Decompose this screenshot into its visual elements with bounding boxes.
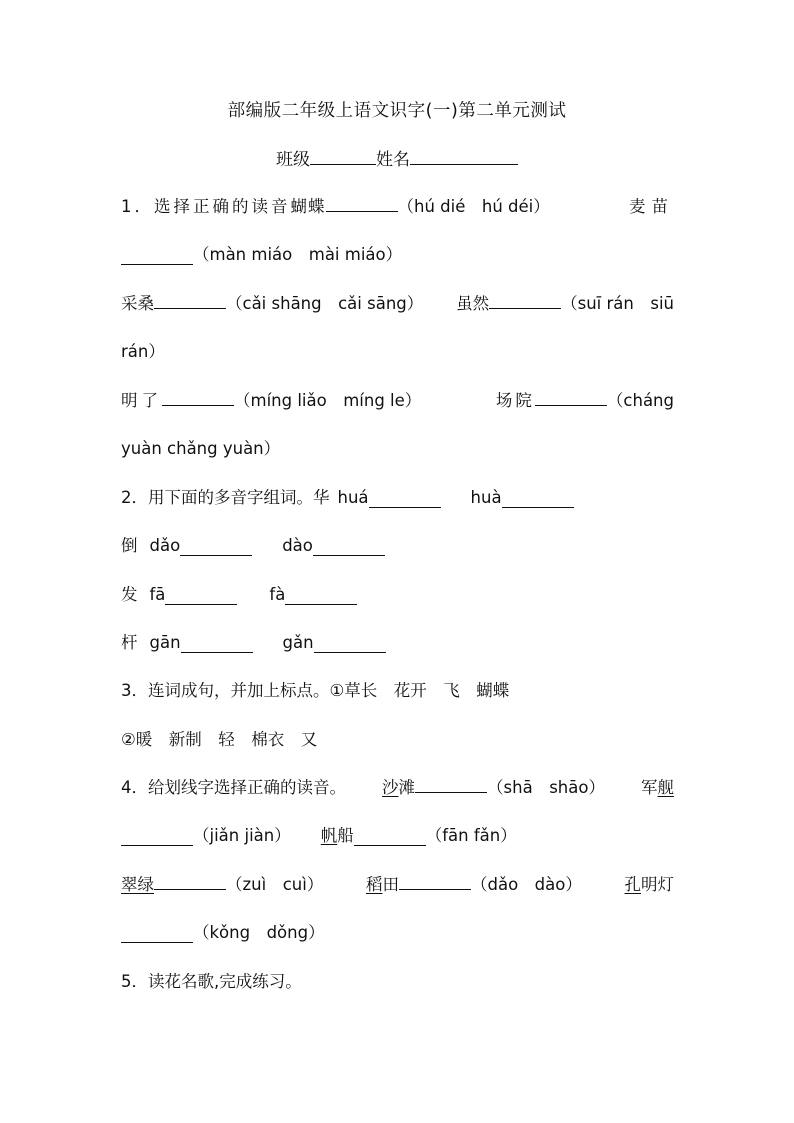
answer-blank[interactable] bbox=[313, 537, 385, 556]
q2-char: 杆 bbox=[121, 633, 138, 652]
q1-line-3 bbox=[121, 289, 674, 319]
q2-pinyin: huà bbox=[470, 488, 502, 507]
q5-line: 5．读花名歌,完成练习。 bbox=[121, 972, 302, 991]
class-blank[interactable] bbox=[310, 146, 376, 165]
q2-pinyin: fà bbox=[269, 585, 286, 604]
answer-blank[interactable] bbox=[354, 827, 426, 846]
answer-blank[interactable] bbox=[535, 387, 607, 406]
q1-line-6 bbox=[121, 434, 674, 464]
q4-options-f: （kǒng dǒng） bbox=[193, 923, 325, 942]
q4-item-b: 军舰 bbox=[641, 778, 674, 797]
q1-line-4 bbox=[121, 337, 674, 367]
q4-line-2: （jiǎn jiàn） 帆 船 （fān fǎn） bbox=[121, 821, 674, 851]
q1-line-5 bbox=[121, 386, 674, 416]
q1-options-4-cont: rán） bbox=[121, 342, 165, 361]
answer-blank[interactable] bbox=[314, 634, 386, 653]
answer-blank[interactable] bbox=[399, 871, 471, 890]
q2-line-3 bbox=[121, 580, 674, 610]
answer-blank[interactable] bbox=[121, 827, 193, 846]
answer-blank[interactable] bbox=[181, 634, 253, 653]
q4-line-3 bbox=[121, 870, 674, 900]
answer-blank[interactable] bbox=[121, 924, 193, 943]
name-blank[interactable] bbox=[410, 146, 518, 165]
q2-pinyin: gǎn bbox=[282, 633, 314, 652]
q2-pinyin: fā bbox=[149, 585, 166, 604]
q1-options-6-cont: yuàn chǎng yuàn） bbox=[121, 439, 281, 458]
q1-item-3: 采桑 （cǎi shāng cǎi sāng） bbox=[121, 289, 423, 319]
q1-line-1 bbox=[121, 192, 674, 222]
q4-lead: 4．给划线字选择正确的读音。 bbox=[121, 778, 346, 797]
q1-lead: 1．选择正确的读音蝴蝶 （hú dié hú déi） bbox=[121, 192, 550, 222]
answer-blank[interactable] bbox=[121, 246, 193, 265]
q1-word-2: 麦苗 bbox=[629, 197, 674, 216]
q2-lead: 2．用下面的多音字组词。华 bbox=[121, 488, 330, 507]
name-label: 姓名 bbox=[376, 150, 410, 170]
q1-line-2 bbox=[121, 240, 674, 270]
answer-blank[interactable] bbox=[502, 489, 574, 508]
answer-blank[interactable] bbox=[285, 586, 357, 605]
class-label: 班级 bbox=[276, 150, 310, 170]
answer-blank[interactable] bbox=[489, 290, 561, 309]
q4-item-e: 稻田 （dǎo dào） bbox=[366, 870, 582, 900]
q4-line-1 bbox=[121, 773, 674, 803]
q2-line-4 bbox=[121, 628, 674, 658]
q2-char: 倒 bbox=[121, 536, 138, 555]
answer-blank[interactable] bbox=[154, 871, 226, 890]
answer-blank[interactable] bbox=[165, 586, 237, 605]
q1-item-6: 场院 （cháng bbox=[496, 386, 674, 416]
answer-blank[interactable] bbox=[415, 774, 487, 793]
q3-line-1: 3．连词成句，并加上标点。①草长 花开 飞 蝴蝶 bbox=[121, 681, 510, 700]
q4-options-c: （fān fǎn） bbox=[425, 826, 517, 845]
answer-blank[interactable] bbox=[369, 489, 441, 508]
q2-pinyin: gān bbox=[149, 633, 181, 652]
q4-item-d: 翠绿 （zuì cuì） bbox=[121, 870, 323, 900]
q2-pinyin: dǎo bbox=[149, 536, 181, 555]
answer-blank[interactable] bbox=[162, 387, 234, 406]
student-info-line bbox=[0, 145, 794, 175]
q3-line-2: ②暖 新制 轻 棉衣 又 bbox=[121, 730, 318, 749]
answer-blank[interactable] bbox=[180, 537, 252, 556]
answer-blank[interactable] bbox=[154, 290, 226, 309]
q4-item-f: 孔明灯 bbox=[624, 875, 674, 894]
q2-line-1 bbox=[121, 483, 674, 513]
page-title: 部编版二年级上语文识字(一)第二单元测试 bbox=[227, 101, 567, 121]
q1-options-2: （màn miáo mài miáo） bbox=[193, 245, 403, 264]
q4-underlined-char: 帆 bbox=[320, 826, 338, 845]
q2-line-2 bbox=[121, 531, 674, 561]
q1-item-4: 虽然 （suī rán siū bbox=[456, 289, 674, 319]
q2-pinyin: huá bbox=[337, 488, 369, 507]
q1-item-5: 明了 （míng liǎo míng le） bbox=[121, 386, 421, 416]
q4-item-a: 沙滩 （shā shāo） bbox=[382, 773, 605, 803]
q4-line-4 bbox=[121, 918, 674, 948]
q4-options-b: （jiǎn jiàn） bbox=[193, 826, 291, 845]
q2-pinyin: dào bbox=[282, 536, 313, 555]
q2-char: 发 bbox=[121, 585, 138, 604]
answer-blank[interactable] bbox=[326, 193, 398, 212]
